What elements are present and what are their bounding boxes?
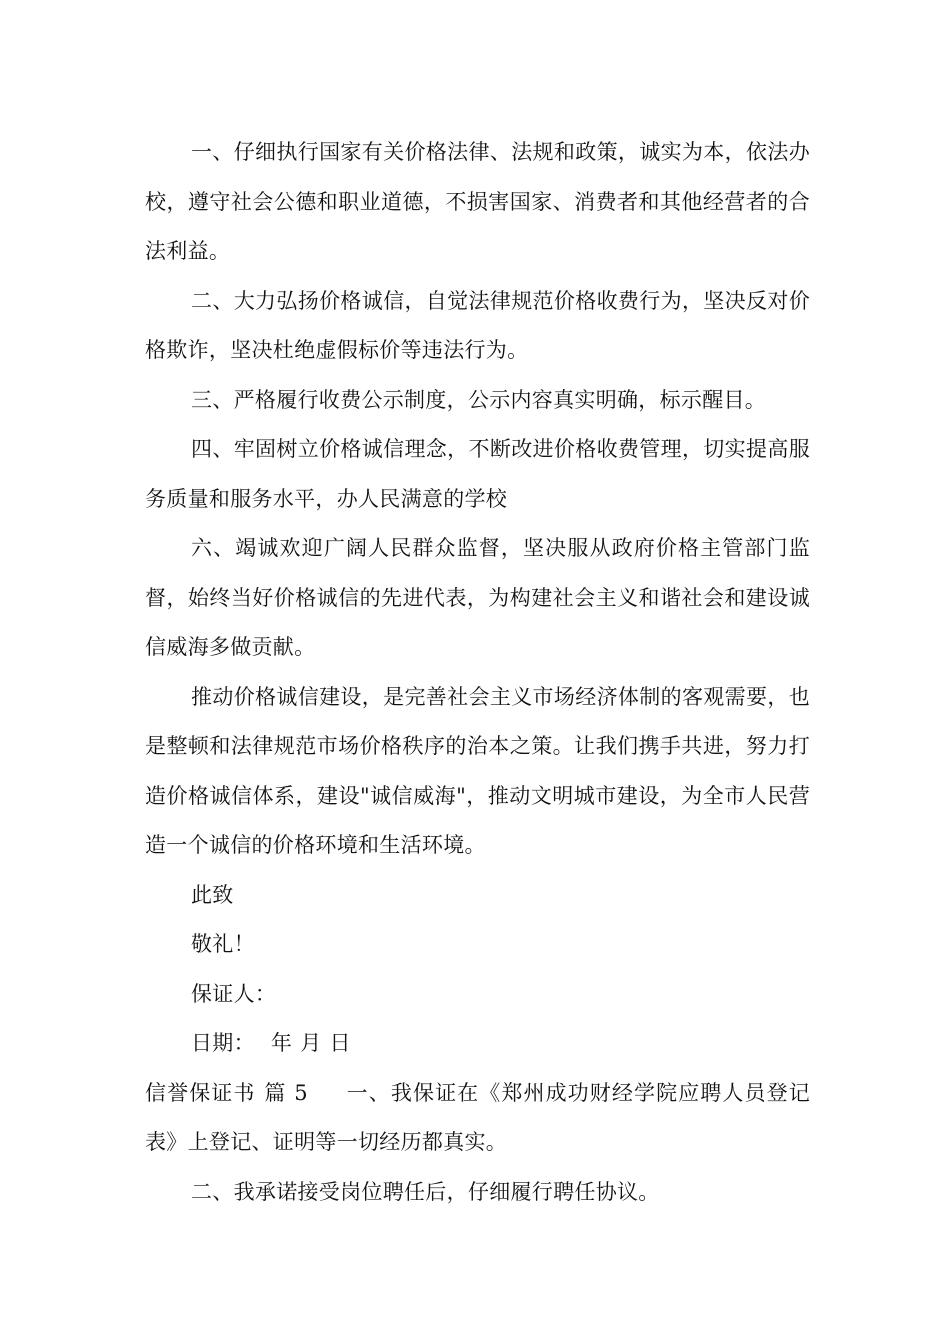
date-year: 年 xyxy=(270,1031,293,1055)
paragraph-3: 三、严格履行收费公示制度，公示内容真实明确，标示醒目。 xyxy=(191,387,767,412)
paragraph-conclusion: 推动价格诚信建设，是完善社会主义市场经济体制的客观需要，也是整顿和法律规范市场价格秩序的治本之策。让我们携手共进，努力打造价格诚信体系，建设"诚信威海"，推动文明城市建设，为全市人民营造一个诚信的价格环境和生活环境。 xyxy=(145,684,810,857)
section-5-number: 篇 5 xyxy=(263,1080,308,1105)
document-body xyxy=(145,128,810,1217)
paragraph-2: 二、大力弘扬价格诚信，自觉法律规范价格收费行为，坚决反对价格欺诈，坚决杜绝虚假标价等违法行为。 xyxy=(145,288,810,362)
section-5-title: 信誉保证书 xyxy=(145,1080,256,1105)
paragraph-6: 六、竭诚欢迎广阔人民群众监督，坚决服从政府价格主管部门监督，始终当好价格诚信的先进代表，为构建社会主义和谐社会和建设诚信威海多做贡献。 xyxy=(145,536,810,659)
section-5-paragraph-2: 二、我承诺接受岗位聘任后，仔细履行聘任协议。 xyxy=(191,1179,660,1204)
date-label: 日期： xyxy=(191,1031,255,1055)
section-5-intro xyxy=(145,1069,810,1168)
date-day: 日 xyxy=(329,1031,351,1055)
paragraph-4: 四、牢固树立价格诚信理念，不断改进价格收费管理，切实提高服务质量和服务水平，办人民满意的学校 xyxy=(145,437,810,511)
paragraph-1: 一、仔细执行国家有关价格法律、法规和政策，诚实为本，依法办校，遵守社会公德和职业道德，不损害国家、消费者和其他经营者的合法利益。 xyxy=(145,140,810,263)
section-5-paragraph-1: 一、我保证在《郑州成功财经学院应聘人员登记表》上登记、证明等一切经历都真实。 xyxy=(145,1080,810,1154)
salutation: 敬礼！ xyxy=(191,932,255,956)
date-month: 月 xyxy=(300,1031,322,1055)
date-line xyxy=(145,1019,810,1069)
guarantor-line: 保证人： xyxy=(191,981,277,1006)
closing-phrase: 此致 xyxy=(191,882,234,907)
